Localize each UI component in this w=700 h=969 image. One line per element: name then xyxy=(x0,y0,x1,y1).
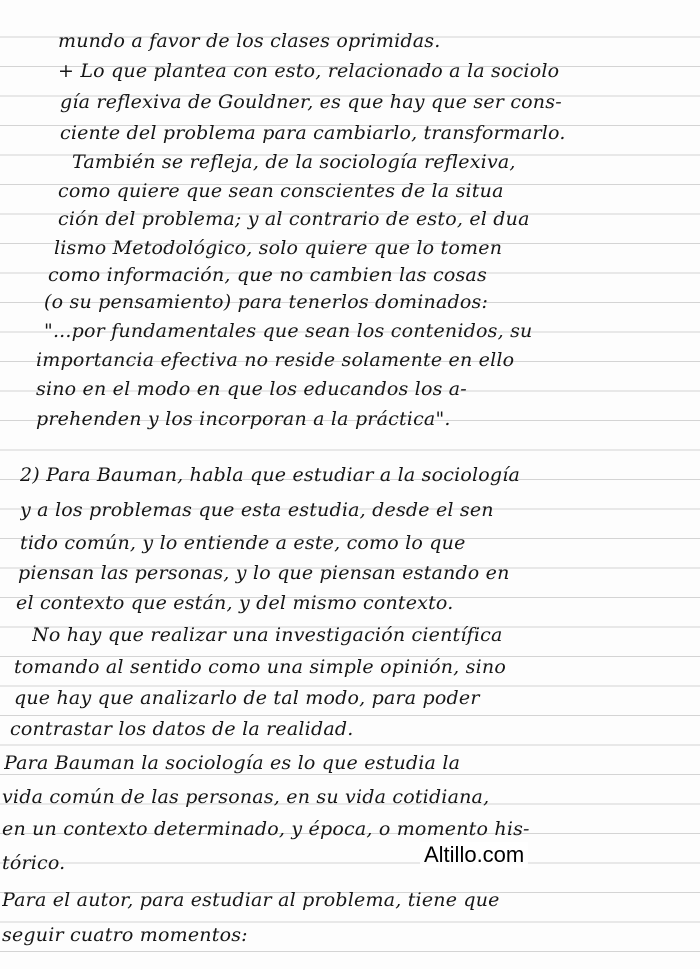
handwritten-line: No hay que realizar una investigación científica xyxy=(32,624,503,646)
handwritten-line: el contexto que están, y del mismo contexto. xyxy=(16,592,454,614)
handwritten-line: También se refleja, de la sociología reflexiva, xyxy=(72,151,516,173)
handwritten-line: Para el autor, para estudiar al problema, tiene que xyxy=(2,889,500,911)
handwritten-line: vida común de las personas, en su vida cotidiana, xyxy=(2,786,490,808)
handwritten-line: Para Bauman la sociología es lo que estudia la xyxy=(4,752,461,774)
watermark: Altillo.com xyxy=(420,842,528,868)
handwritten-line: gía reflexiva de Gouldner, es que hay que ser cons- xyxy=(60,91,562,113)
handwritten-line: tido común, y lo entiende a este, como lo que xyxy=(20,532,466,554)
handwritten-line: tórico. xyxy=(2,852,66,874)
handwritten-line: + Lo que plantea con esto, relacionado a la sociolo xyxy=(58,60,560,82)
handwritten-line: 2) Para Bauman, habla que estudiar a la sociología xyxy=(20,464,521,486)
handwritten-line: piensan las personas, y lo que piensan estando en xyxy=(18,562,510,584)
handwritten-line: que hay que analizarlo de tal modo, para poder xyxy=(14,687,480,709)
handwritten-line: y a los problemas que esta estudia, desde el sen xyxy=(20,499,494,521)
handwritten-line: tomando al sentido como una simple opinión, sino xyxy=(14,656,506,678)
handwritten-line: importancia efectiva no reside solamente en ello xyxy=(36,349,515,371)
handwritten-line: ción del problema; y al contrario de esto, el dua xyxy=(58,208,530,230)
handwritten-line: contrastar los datos de la realidad. xyxy=(10,718,354,740)
handwritten-line: (o su pensamiento) para tenerlos dominados: xyxy=(44,291,489,313)
handwritten-line: en un contexto determinado, y época, o momento his- xyxy=(2,818,530,840)
handwritten-line: seguir cuatro momentos: xyxy=(2,924,248,946)
handwritten-line: lismo Metodológico, solo quiere que lo tomen xyxy=(54,237,503,259)
handwritten-line: como quiere que sean conscientes de la situa xyxy=(58,180,504,202)
handwritten-line: prehenden y los incorporan a la práctica". xyxy=(36,408,451,430)
handwritten-line: "...por fundamentales que sean los contenidos, su xyxy=(44,320,533,342)
handwritten-line: sino en el modo en que los educandos los a- xyxy=(36,378,467,400)
handwritten-line: ciente del problema para cambiarlo, transformarlo. xyxy=(60,122,566,144)
handwritten-line: como información, que no cambien las cosas xyxy=(48,264,487,286)
handwritten-line: mundo a favor de los clases oprimidas. xyxy=(58,30,441,52)
